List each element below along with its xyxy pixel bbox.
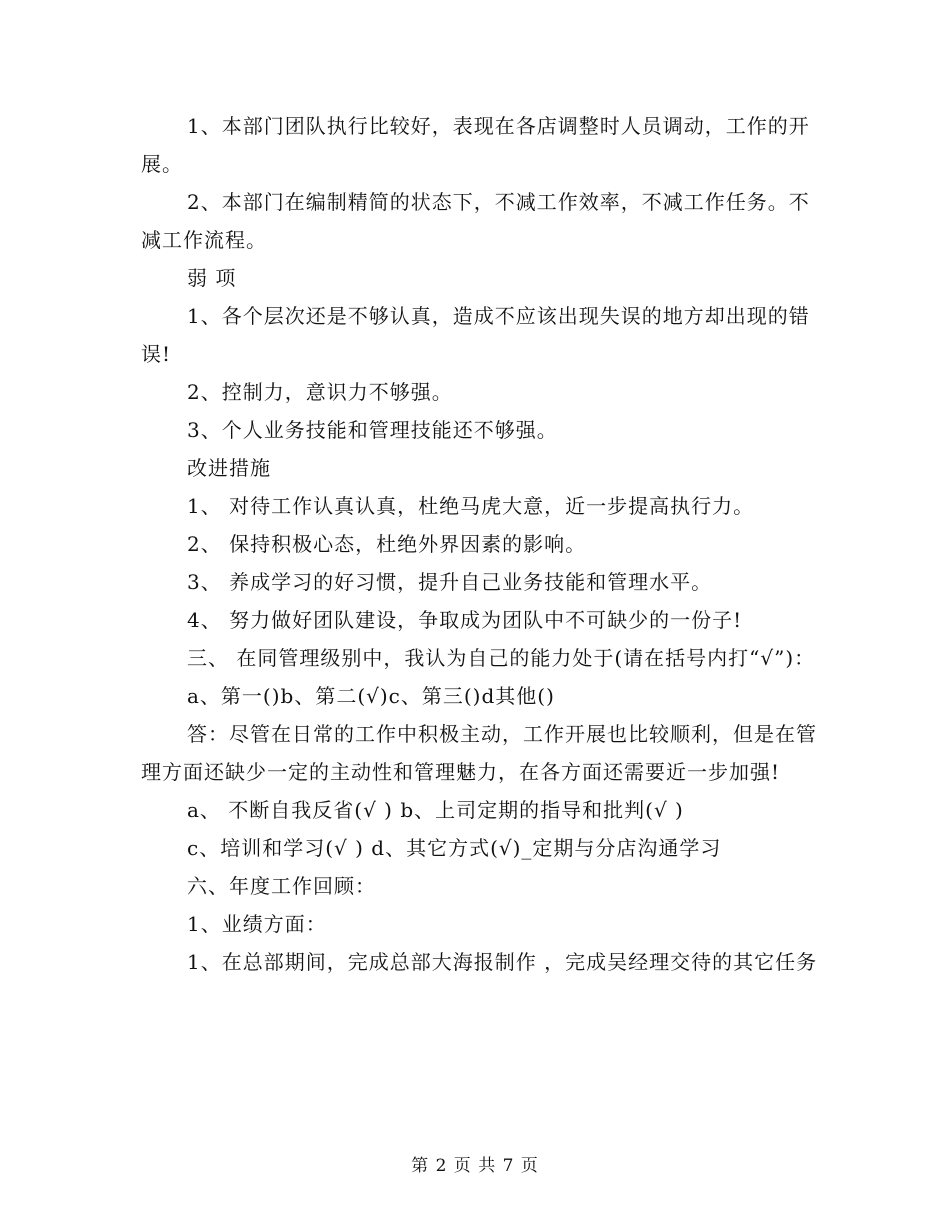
paragraph-rank-options: a、第一()b、第二(√)c、第三()d其他()	[187, 684, 555, 708]
paragraph-improvement-3: 3、 养成学习的好习惯，提升自己业务技能和管理水平。	[187, 570, 713, 594]
paragraph-methods-cd: c、培训和学习(√ ) d、其它方式(√)_定期与分店沟通学习	[187, 836, 722, 860]
paragraph-weakness-3: 3、个人业务技能和管理技能还不够强。	[187, 418, 558, 442]
paragraph-improvement-2: 2、 保持积极心态，杜绝外界因素的影响。	[187, 532, 587, 556]
paragraph-methods-ab: a、 不断自我反省(√ ) b、上司定期的指导和批判(√ )	[187, 798, 684, 822]
paragraph-weakness-1: 1、各个层次还是不够认真，造成不应该出现失误的地方却出现的错误!	[141, 304, 810, 366]
page-number-footer: 第 2 页 共 7 页	[411, 1156, 539, 1176]
heading-weaknesses: 弱 项	[187, 266, 237, 290]
heading-improvements: 改进措施	[187, 456, 271, 480]
paragraph-improvement-1: 1、 对待工作认真认真，杜绝马虎大意，近一步提高执行力。	[187, 494, 755, 518]
document-body	[141, 107, 821, 981]
paragraph-answer: 答：尽管在日常的工作中积极主动，工作开展也比较顺利，但是在管理方面还缺少一定的主动性和管理魅力，在各方面还需要近一步加强!	[141, 722, 817, 784]
paragraph-improvement-4: 4、 努力做好团队建设，争取成为团队中不可缺少的一份子!	[187, 608, 743, 632]
paragraph-weakness-2: 2、控制力，意识力不够强。	[187, 380, 453, 404]
heading-annual-review: 六、年度工作回顾：	[187, 874, 376, 898]
paragraph-performance: 1、业绩方面：	[187, 912, 327, 936]
paragraph-strength-2: 2、本部门在编制精简的状态下，不减工作效率，不减工作任务。不减工作流程。	[141, 190, 810, 252]
paragraph-section-three: 三、 在同管理级别中，我认为自己的能力处于(请在括号内打“√”)：	[187, 646, 816, 670]
paragraph-performance-1: 1、在总部期间，完成总部大海报制作 ，完成吴经理交待的其它任务	[187, 950, 818, 974]
paragraph-strength-1: 1、本部门团队执行比较好，表现在各店调整时人员调动，工作的开展。	[141, 114, 810, 176]
